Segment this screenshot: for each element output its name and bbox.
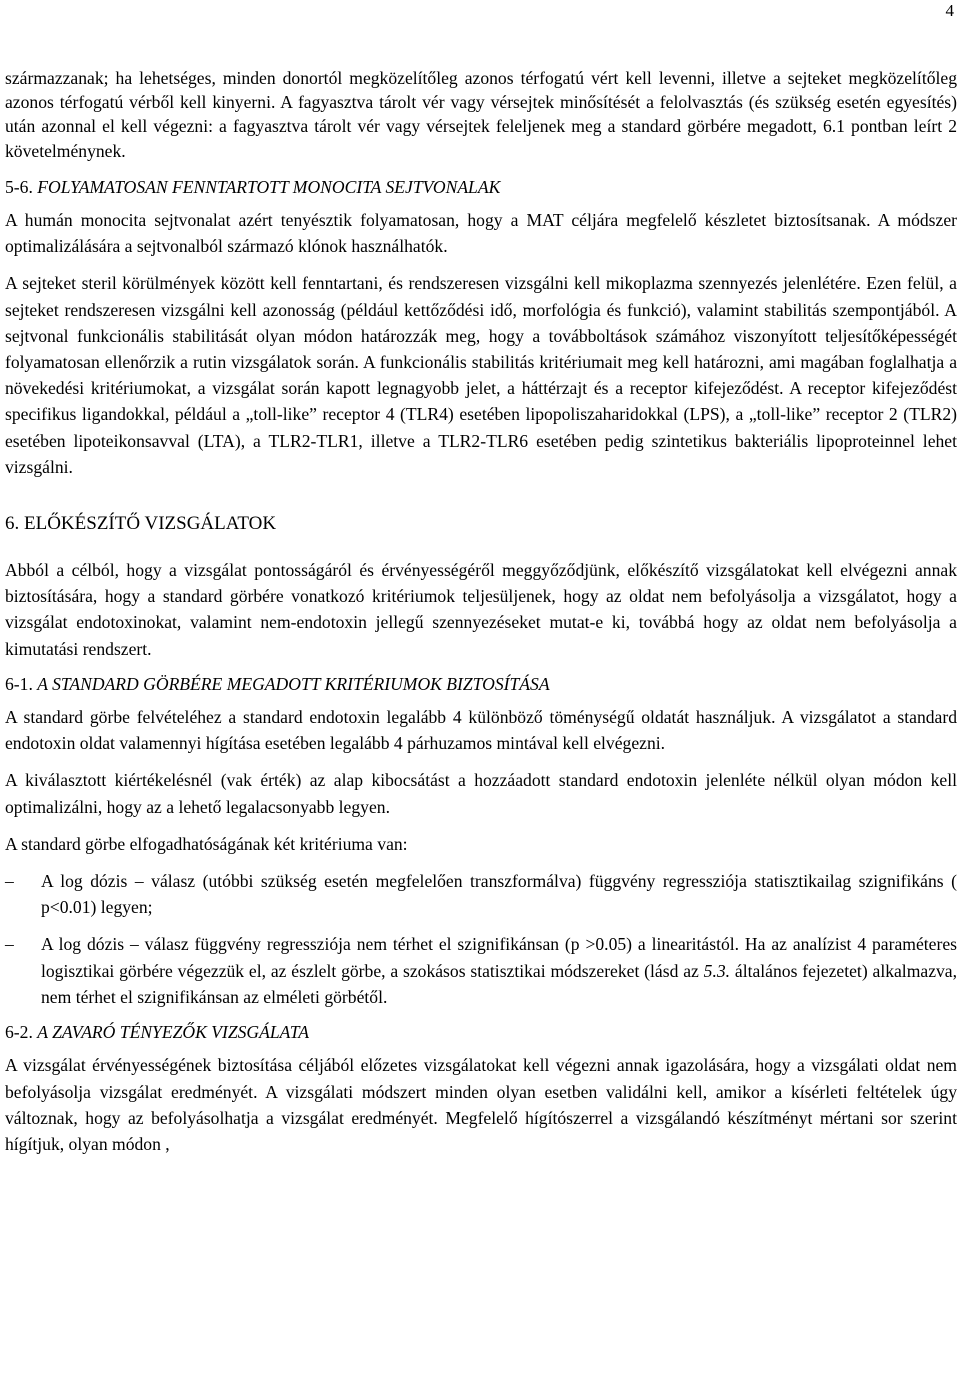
section-title: A ZAVARÓ TÉNYEZŐK VIZSGÁLATA <box>37 1022 309 1043</box>
paragraph: A sejteket steril körülmények között kell fenntartani, és rendszeresen vizsgálni kell mikoplazma szennyezés jelenlétére. Ezen felül, a sejteket rendszeresen vizsgálni kell azonosság (például kettőződési idő, morfológia és funkció), valamint stabilitás szempontjából. A sejtvonal funkcionális stabilitását olyan módon határozzák meg, hogy a továbboltások számához viszonyított teljesítőképességét folyamatosan ellenőrzik a rutin vizsgálatok során. A funkcionális stabilitás kritériumait meg kell határozni, ami magában foglalhatja a növekedési kritériumokat, a vizsgálat során kapott legnagyobb jelet, a háttérzajt és a receptor kifejeződést. A receptor kifejeződést specifikus ligandokkal, például a „toll-like” receptor 4 (TLR4) esetében lipopoliszaharidokkal (LPS), a „toll-like” receptor 2 (TLR2) esetében lipoteikonsavval (LTA), a TLR2-TLR1, illetve a TLR2-TLR6 esetében pedig szintetikus bakteriális lipoproteinnel lehet vizsgálni. <box>5 273 957 477</box>
section-number: 6-2. <box>5 1022 33 1043</box>
section-5-6-heading <box>5 174 957 200</box>
paragraph: A kiválasztott kiértékelésnél (vak érték) az alap kibocsátást a hozzáadott standard endotoxin jelenléte nélkül olyan módon kell optimalizálni, hogy az a lehető legalacsonyabb legyen. <box>5 770 957 817</box>
paragraph: A standard görbe elfogadhatóságának két kritériuma van: <box>5 833 408 854</box>
list-item-text: általános fejezetet) alkalmazva, nem térhet el szignifikánsan az elméleti görbétől. <box>41 960 958 1007</box>
paragraph: Abból a célból, hogy a vizsgálat pontosságáról és érvényességéről meggyőződjünk, előkészítő vizsgálatokat kell elvégezni annak biztosítására, hogy a standard görbére vonatkozó kritériumok teljesüljenek, hogy az oldat nem befolyásolja a vizsgálatot, hogy a vizsgálat endotoxinokat, valamint nem-endotoxin jellegű szennyezéseket mutat-e ki, továbbá hogy az oldat nem befolyásolja a kimutatási rendszert. <box>5 560 957 659</box>
intro-paragraph: származzanak; ha lehetséges, minden donortól megközelítőleg azonos térfogatú vért kell levenni, illetve a sejteket megközelítőleg azonos térfogatú vérből kell kinyerni. A fagyasztva tárolt vér vagy vérsejtek minősítését a felolvasztás (és szükség esetén egyesítés) után azonnal el kell végezni: a fagyasztva tárolt vér vagy vérsejtek feleljenek meg a standard görbére megadott, 6.1 pontban leírt 2 követelménynek. <box>5 68 957 161</box>
section-6-1-heading <box>5 671 957 697</box>
criteria-list-item <box>5 868 957 920</box>
section-6-heading: 6. ELŐKÉSZÍTŐ VIZSGÁLATOK <box>5 513 277 535</box>
section-number: 5-6. <box>5 176 33 197</box>
criteria-list-item <box>5 931 957 1010</box>
dash-bullet: – <box>5 934 14 955</box>
dash-bullet: – <box>5 871 14 892</box>
chapter-reference: 5.3. <box>703 960 731 981</box>
paragraph: A standard görbe felvételéhez a standard endotoxin legalább 4 különböző töménységű oldatát használjuk. A vizsgálatot a standard endotoxin oldat valamennyi hígítása esetében legalább 4 párhuzamos mintával kell elvégezni. <box>5 707 957 754</box>
paragraph: A humán monocita sejtvonalat azért tenyésztik folyamatosan, hogy a MAT céljára megfelelő készletet biztosítsanak. A módszer optimalizálására a sejtvonalból származó klónok használhatók. <box>5 210 957 257</box>
list-item-text: A log dózis – válasz függvény regressziója nem térhet el szignifikánsan (p >0.05) a linearitástól. Ha az analízist 4 paraméteres logisztikai görbére végezzük el, az észlelt görbe, a szokásos statisztikai módszereket (lásd az <box>41 934 957 981</box>
section-6-2-heading <box>5 1019 957 1045</box>
page-number: 4 <box>945 1 954 20</box>
section-title: A STANDARD GÖRBÉRE MEGADOTT KRITÉRIUMOK BIZTOSÍTÁSA <box>37 673 550 694</box>
section-title: FOLYAMATOSAN FENNTARTOTT MONOCITA SEJTVONALAK <box>37 176 501 197</box>
list-item-text: A log dózis – válasz (utóbbi szükség esetén megfelelően transzformálva) függvény regressziója statisztikailag szignifikáns ( p<0.01) legyen; <box>41 871 957 918</box>
document-body <box>5 66 957 1157</box>
paragraph: A vizsgálat érvényességének biztosítása céljából előzetes vizsgálatokat kell végezni annak igazolására, hogy a vizsgálati oldat nem befolyásolja vizsgálat eredményét. A vizsgálati módszert minden olyan esetben validálni kell, amikor a kísérleti feltételek úgy változnak, hogy az befolyásolhatja a vizsgálat eredményét. Megfelelő hígítószerrel a vizsgálandó készítményt mértani sor szerint hígítjuk, olyan módon , <box>5 1055 957 1154</box>
section-number: 6-1. <box>5 673 33 694</box>
